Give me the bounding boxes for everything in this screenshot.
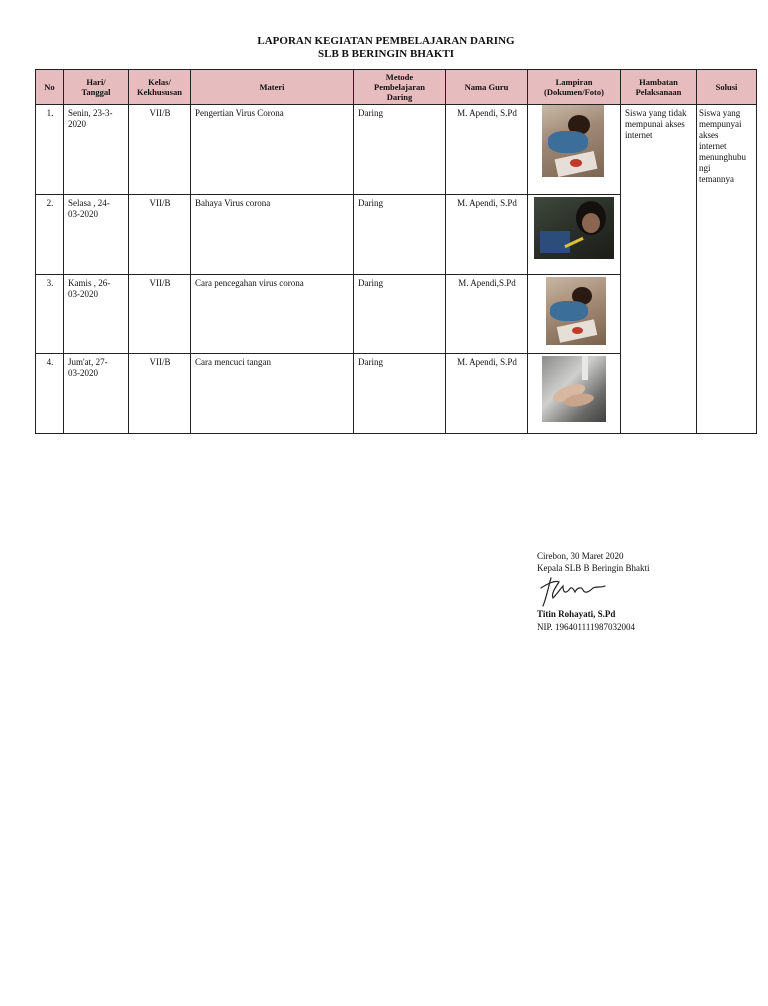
activity-table	[35, 69, 757, 434]
row-guru: M. Apendi, S.Pd	[446, 354, 528, 434]
row-materi: Pengertian Virus Corona	[191, 105, 354, 195]
report-title: LAPORAN KEGIATAN PEMBELAJARAN DARING	[257, 35, 515, 47]
header-materi: Materi	[191, 70, 354, 105]
row-lampiran	[528, 354, 621, 434]
row-hari-tanggal: Selasa , 24- 03-2020	[64, 195, 129, 275]
header-no: No	[36, 70, 64, 105]
row-guru: M. Apendi,S.Pd	[446, 275, 528, 354]
row-lampiran	[528, 275, 621, 354]
row-lampiran	[528, 195, 621, 275]
row-no: 4.	[36, 354, 64, 434]
row-kelas: VII/B	[129, 354, 191, 434]
row-hari-tanggal: Senin, 23-3- 2020	[64, 105, 129, 195]
header-metode: Metode Pembelajaran Daring	[354, 70, 446, 105]
row-hari-tanggal: Kamis , 26- 03-2020	[64, 275, 129, 354]
row-no: 1.	[36, 105, 64, 195]
signature-position: Kepala SLB B Beringin Bhakti	[537, 563, 650, 573]
row-lampiran	[528, 105, 621, 195]
signature-city-date: Cirebon, 30 Maret 2020	[537, 551, 624, 561]
row-no: 3.	[36, 275, 64, 354]
hambatan-cell: Siswa yang tidak mempunai akses internet	[621, 105, 697, 434]
row-metode: Daring	[354, 195, 446, 275]
row-guru: M. Apendi, S.Pd	[446, 195, 528, 275]
handwashing-photo	[542, 356, 606, 422]
header-nama-guru: Nama Guru	[446, 70, 528, 105]
student-study-photo	[542, 105, 604, 177]
row-kelas: VII/B	[129, 195, 191, 275]
row-guru: M. Apendi, S.Pd	[446, 105, 528, 195]
student-study-photo	[546, 277, 606, 345]
table-header-row	[36, 70, 757, 105]
headmaster-nip: NIP. 196401111987032004	[537, 622, 636, 632]
row-metode: Daring	[354, 275, 446, 354]
row-materi: Bahaya Virus corona	[191, 195, 354, 275]
header-hambatan: Hambatan Pelaksanaan	[621, 70, 697, 105]
header-kelas: Kelas/ Kekhususan	[129, 70, 191, 105]
row-metode: Daring	[354, 354, 446, 434]
school-name: SLB B BERINGIN BHAKTI	[317, 48, 454, 60]
header-solusi: Solusi	[697, 70, 757, 105]
row-materi: Cara pencegahan virus corona	[191, 275, 354, 354]
solusi-cell: Siswa yang mempunyai akses internet menunghubu ngi temannya	[697, 105, 757, 434]
row-materi: Cara mencuci tangan	[191, 354, 354, 434]
row-metode: Daring	[354, 105, 446, 195]
row-kelas: VII/B	[129, 105, 191, 195]
row-no: 2.	[36, 195, 64, 275]
row-kelas: VII/B	[129, 275, 191, 354]
handwritten-signature	[537, 574, 609, 610]
headmaster-name: Titin Rohayati, S.Pd	[537, 609, 616, 619]
header-hari-tanggal: Hari/ Tanggal	[64, 70, 129, 105]
student-study-photo	[534, 197, 614, 259]
header-lampiran: Lampiran (Dokumen/Foto)	[528, 70, 621, 105]
row-hari-tanggal: Jum'at, 27- 03-2020	[64, 354, 129, 434]
table-row	[36, 105, 757, 195]
